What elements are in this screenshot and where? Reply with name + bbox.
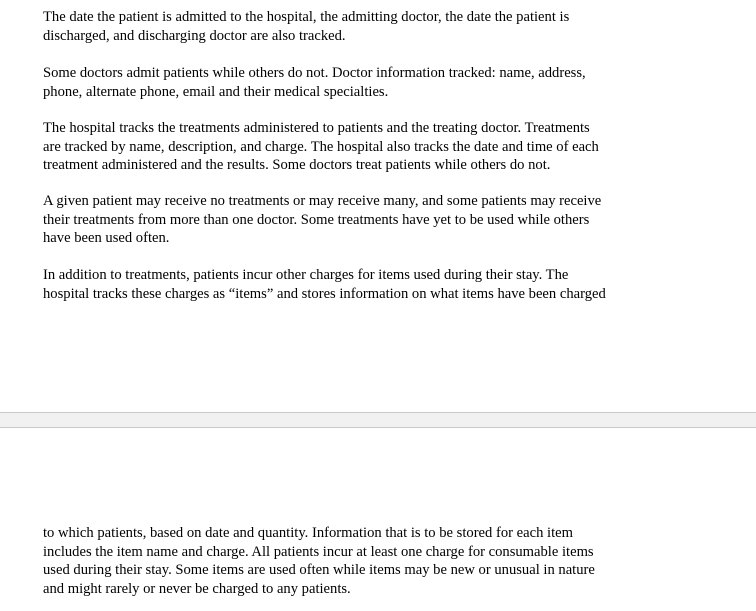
paragraph-treatments-tracking: The hospital tracks the treatments administered to patients and the treating doctor. Treatments are tracked by name, description, and charge. The hospital also tracks the date and time of each treatment administered and the results. Some doctors treat patients while others do not. bbox=[43, 120, 599, 173]
paragraph-patient-treatments: A given patient may receive no treatments or may receive many, and some patients may receive their treatments from more than one doctor. Some treatments have yet to be used while others have been used often. bbox=[43, 193, 602, 246]
paragraph-doctor-information: Some doctors admit patients while others do not. Doctor information tracked: name, address, phone, alternate phone, email and their medical specialties. bbox=[43, 65, 586, 100]
document-page-2 bbox=[0, 428, 756, 611]
paragraph-admission-tracking: The date the patient is admitted to the hospital, the admitting doctor, the date the patient is discharged, and discharging doctor are also tracked. bbox=[43, 9, 570, 44]
paragraph-item-information: to which patients, based on date and quantity. Information that is to be stored for each item includes the item name and charge. All patients incur at least one charge for consumable items used during their stay. Some items are used often while items may be new or unusual in nature and might rarely or never be charged to any patients. bbox=[43, 525, 595, 597]
page-break-separator bbox=[0, 412, 756, 428]
paragraph-item-charges: In addition to treatments, patients incur other charges for items used during their stay. The hospital tracks these charges as “items” and stores information on what items have been charged bbox=[43, 267, 606, 302]
